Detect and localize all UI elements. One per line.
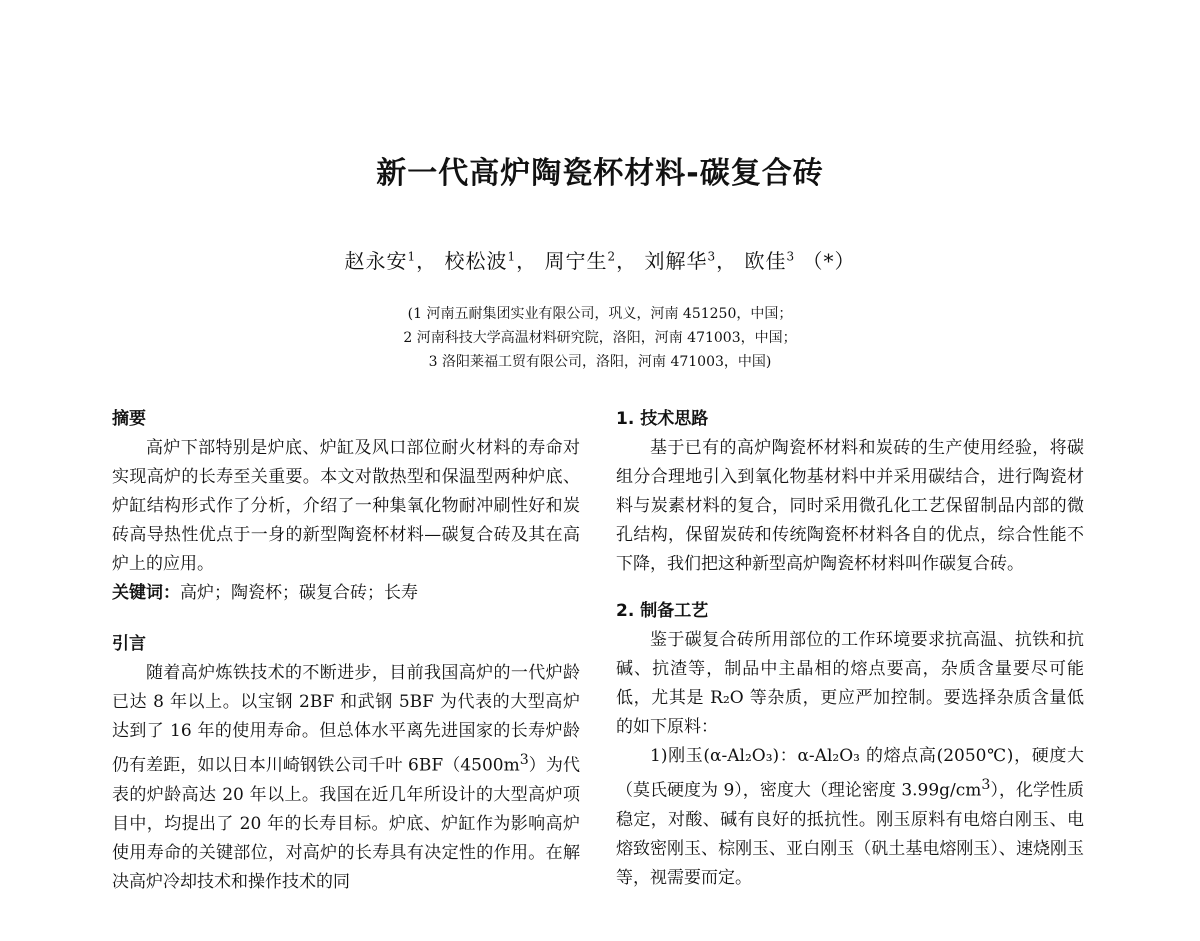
author-name: 周宁生: [544, 249, 608, 273]
paper-title: 新一代高炉陶瓷杯材料-碳复合砖: [376, 156, 824, 191]
section-1-heading: 1. 技术思路: [616, 409, 709, 429]
corresponding-author-mark: （*）: [802, 249, 856, 273]
author-line: 赵永安$^1$， 校松波$^1$， 周宁生$^2$， 刘解华$^3$， 欧佳$^3$ （*）: [344, 249, 856, 273]
material-item-1: 1)刚玉(α-Al₂O₃)：α-Al₂O₃ 的熔点高(2050℃)，硬度大（莫氏硬度为 9），密度大（理论密度 $3.99g/cm^3$），化学性质稳定，对酸、碱有良好的抵抗性。刚玉原料有电熔白刚玉、电熔致密刚玉、棕刚玉、亚白刚玉（矾土基电熔刚玉）、速烧刚玉等，视需要而定。: [616, 746, 1084, 888]
author-affil-mark: 1: [507, 249, 517, 264]
author-name: 欧佳: [744, 249, 787, 273]
author-affil-mark: 3: [786, 249, 796, 264]
left-column: [112, 405, 580, 897]
intro-heading: 引言: [112, 634, 146, 654]
affiliation-line: (1 河南五耐集团实业有限公司，巩义，河南 451250，中国；: [407, 306, 793, 322]
author-name: 赵永安: [344, 249, 408, 273]
keywords-label: 关键词：: [112, 583, 180, 603]
keywords-line: [112, 579, 580, 608]
keywords-text: 高炉；陶瓷杯；碳复合砖；长寿: [180, 583, 418, 603]
section-2-heading: 2. 制备工艺: [616, 601, 709, 621]
abstract-text: 高炉下部特别是炉底、炉缸及风口部位耐火材料的寿命对实现高炉的长寿至关重要。本文对散热型和保温型两种炉底、炉缸结构形式作了分析，介绍了一种集氧化物耐冲刷性好和炭砖高导热性优点于一身的新型陶瓷杯材料—碳复合砖及其在高炉上的应用。: [112, 438, 580, 574]
author-name: 校松波: [444, 249, 508, 273]
abstract-heading: 摘要: [112, 409, 146, 429]
affiliation-line: 2 河南科技大学高温材料研究院，洛阳，河南 471003，中国；: [403, 330, 797, 346]
right-column: [616, 405, 1084, 893]
author-name: 刘解华: [644, 249, 708, 273]
author-affil-mark: 1: [407, 249, 417, 264]
intro-text: 随着高炉炼铁技术的不断进步，目前我国高炉的一代炉龄已达 8 年以上。以宝钢 2BF 和武钢 5BF 为代表的大型高炉达到了 16 年的使用寿命。但总体水平离先进国家的长寿炉龄仍有差距，如以日本川崎钢铁公司千叶 $6BF(4500m^3)$为代表的炉龄高达 20 年以上。我国在近几年所设计的大型高炉项目中，均提出了 20 年的长寿目标。炉底、炉缸作为影响高炉使用寿命的关键部位，对高炉的长寿具有决定性的作用。在解决高炉冷却技术和操作技术的同: [112, 663, 580, 892]
affiliation-line: 3 洛阳莱福工贸有限公司，洛阳，河南 471003，中国): [428, 354, 772, 370]
section-2-text: 鉴于碳复合砖所用部位的工作环境要求抗高温、抗铁和抗碱、抗渣等，制品中主晶相的熔点要高，杂质含量要尽可能低，尤其是 R₂O 等杂质，更应严加控制。要选择杂质含量低的如下原料：: [616, 630, 1084, 737]
author-affil-mark: 2: [607, 249, 617, 264]
affiliations: [0, 302, 1200, 374]
author-affil-mark: 3: [707, 249, 717, 264]
section-1-text: 基于已有的高炉陶瓷杯材料和炭砖的生产使用经验，将碳组分合理地引入到氧化物基材料中并采用碳结合，进行陶瓷材料与炭素材料的复合，同时采用微孔化工艺保留制品内部的微孔结构，保留炭砖和传统陶瓷杯材料各自的优点，综合性能不下降，我们把这种新型高炉陶瓷杯材料叫作碳复合砖。: [616, 438, 1084, 574]
